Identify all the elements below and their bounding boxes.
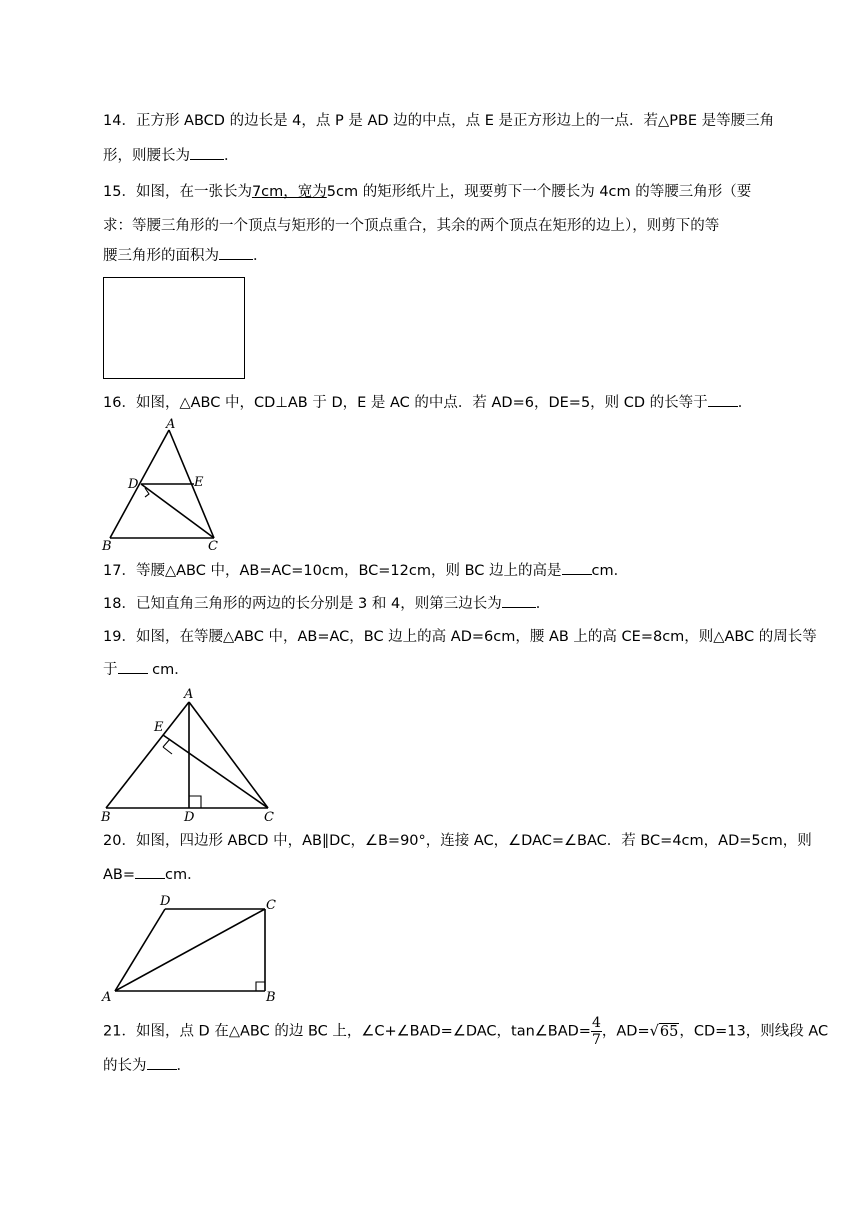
label-E: E xyxy=(154,720,164,735)
answer-blank xyxy=(147,1057,177,1070)
label-D: D xyxy=(160,894,171,909)
q18-line: 18．已知直角三角形的两边的长分别是 3 和 4，则第三边长为 ． xyxy=(103,596,551,612)
q14-line1: 14．正方形 ABCD 的边长是 4，点 P 是 AD 边的中点，点 E 是正方形边上的一点．若△PBE 是等腰三角 xyxy=(103,113,775,129)
q19-line1: 19．如图，在等腰△ABC 中，AB=AC，BC 边上的高 AD=6cm，腰 AB 上的高 CE=8cm，则△ABC 的周长等 xyxy=(103,629,817,645)
label-C: C xyxy=(264,810,274,822)
q20-quadrilateral-figure xyxy=(100,892,282,1004)
label-C: C xyxy=(208,539,218,552)
q14-line2: 形，则腰长为 ． xyxy=(103,148,239,164)
q16-line1: 16．如图，△ABC 中，CD⊥AB 于 D，E 是 AC 的中点．若 AD=6，DE=5，则 CD 的长等于 ． xyxy=(103,395,753,411)
label-B: B xyxy=(102,539,112,552)
sqrt-65: √65 xyxy=(649,1023,679,1040)
q20-line2: AB= cm． xyxy=(103,867,202,883)
answer-blank xyxy=(118,661,148,674)
q15-rectangle-figure xyxy=(103,277,245,379)
q15-line2: 求：等腰三角形的一个顶点与矩形的一个顶点重合，其余的两个顶点在矩形的边上），则剪下的等 xyxy=(103,218,720,234)
label-E: E xyxy=(194,475,204,490)
answer-blank xyxy=(219,247,253,260)
q17-line: 17．等腰△ABC 中，AB=AC=10cm，BC=12cm，则 BC 边上的高是 cm． xyxy=(103,563,629,579)
q19-triangle-figure xyxy=(100,684,290,822)
fraction-4-7: $\frac{4}{7}$ xyxy=(591,1015,601,1048)
label-B: B xyxy=(266,990,276,1004)
q16-triangle-figure xyxy=(100,416,225,552)
answer-blank xyxy=(562,562,592,575)
label-D: D xyxy=(184,810,195,822)
label-A: A xyxy=(166,417,176,432)
label-A: A xyxy=(102,990,112,1004)
answer-blank xyxy=(135,866,165,879)
answer-blank xyxy=(708,394,738,407)
q15-line3: 腰三角形的面积为 ． xyxy=(103,248,268,264)
label-D: D xyxy=(128,477,139,492)
q15-line1: 15．如图，在一张长为7cm，宽为5cm 的矩形纸片上，现要剪下一个腰长为 4cm 的等腰三角形（要 xyxy=(103,184,752,200)
q20-line1: 20．如图，四边形 ABCD 中，AB∥DC，∠B=90°，连接 AC，∠DAC=∠BAC．若 BC=4cm，AD=5cm，则 xyxy=(103,833,812,849)
answer-blank xyxy=(502,595,536,608)
label-C: C xyxy=(266,898,276,913)
q21-line2: 的长为 ． xyxy=(103,1058,191,1074)
label-A: A xyxy=(184,687,194,702)
q21-line1: 21．如图，点 D 在△ABC 的边 BC 上，∠C+∠BAD=∠DAC，tan∠BAD= $\frac{4}{7}$ ，AD=√65，CD=13，则线段 AC xyxy=(103,1015,829,1048)
label-B: B xyxy=(101,810,111,822)
answer-blank xyxy=(190,147,224,160)
q19-line2: 于 cm． xyxy=(103,662,189,678)
